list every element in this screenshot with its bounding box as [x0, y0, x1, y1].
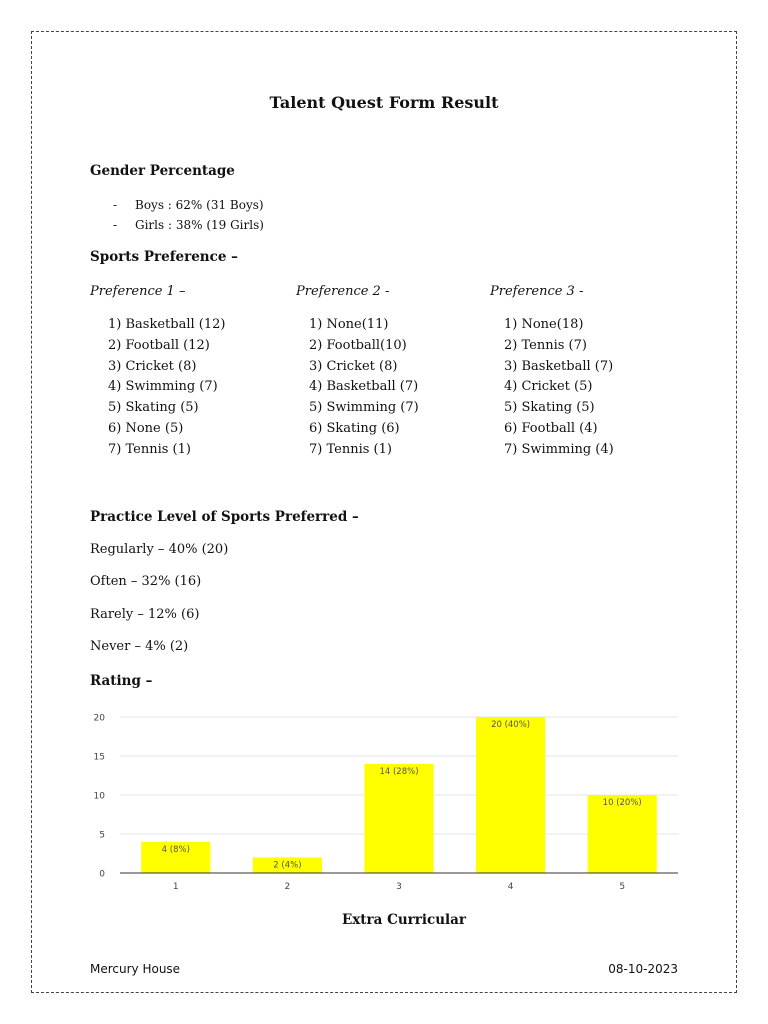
x-tick-label: 1: [172, 882, 179, 892]
list-item: 5) Skating (5): [504, 400, 595, 416]
list-item: 4) Cricket (5): [504, 379, 593, 395]
preference-2-list: [309, 315, 419, 461]
list-item: 2) Football(10): [309, 337, 407, 353]
list-item: 6) None (5): [108, 420, 184, 436]
list-item: 4) Basketball (7): [309, 379, 419, 395]
footer-date: 08-10-2023: [608, 962, 678, 976]
bar: [476, 717, 545, 873]
rating-chart: [0, 700, 768, 935]
rating-heading: Rating –: [90, 673, 153, 689]
list-item: 7) Swimming (4): [504, 441, 614, 457]
list-item: 5) Skating (5): [108, 400, 199, 416]
practice-heading: Practice Level of Sports Preferred –: [90, 509, 359, 525]
y-tick-label: 20: [93, 713, 105, 724]
list-item: 1) Basketball (12): [108, 317, 226, 332]
gender-item-girls: [113, 215, 264, 235]
preference-3-list: [504, 315, 614, 461]
gender-item-boys: [113, 195, 264, 215]
list-item: 5) Swimming (7): [309, 400, 419, 416]
preference-3-heading: Preference 3 -: [490, 284, 584, 299]
x-axis-title: Extra Curricular: [341, 912, 467, 928]
document-title: Talent Quest Form Result: [269, 93, 499, 112]
bar-data-label: 4 (8%): [161, 844, 190, 855]
y-tick-label: 0: [99, 869, 105, 880]
list-item: 7) Tennis (1): [108, 441, 191, 457]
gender-list: [113, 195, 264, 235]
practice-item-rarely: Rarely – 12% (6): [90, 607, 200, 622]
y-tick-label: 5: [99, 830, 105, 841]
list-item: 7) Tennis (1): [309, 441, 392, 457]
gender-heading: Gender Percentage: [90, 163, 235, 179]
list-item: 6) Skating (6): [309, 420, 400, 436]
bar-data-label: 20 (40%): [491, 720, 531, 730]
list-item: 2) Football (12): [108, 337, 210, 353]
gender-item-text: Boys : 62% (31 Boys): [135, 198, 264, 212]
list-item: 6) Football (4): [504, 420, 598, 436]
preference-1-heading: Preference 1 –: [90, 284, 186, 299]
sports-heading: Sports Preference –: [90, 249, 238, 265]
list-item: 3) Cricket (8): [309, 358, 398, 374]
list-item: 3) Cricket (8): [108, 358, 197, 374]
x-tick-label: 3: [396, 882, 402, 892]
practice-item-regularly: Regularly – 40% (20): [90, 542, 229, 557]
list-item: 2) Tennis (7): [504, 337, 587, 353]
y-tick-label: 10: [93, 791, 105, 802]
practice-item-often: Often – 32% (16): [90, 574, 202, 589]
bar-data-label: 10 (20%): [602, 798, 642, 808]
x-tick-label: 4: [507, 882, 514, 892]
y-tick-label: 15: [93, 752, 105, 763]
list-item: 3) Basketball (7): [504, 358, 614, 374]
bar: [364, 764, 433, 873]
gender-item-text: Girls : 38% (19 Girls): [135, 218, 264, 232]
list-item: 1) None(18): [504, 317, 584, 332]
x-tick-label: 2: [284, 882, 291, 892]
practice-item-never: Never – 4% (2): [90, 639, 189, 654]
footer-house: Mercury House: [90, 962, 181, 976]
list-item: 1) None(11): [309, 317, 389, 332]
list-item: 4) Swimming (7): [108, 379, 218, 395]
preference-1-list: [108, 315, 225, 461]
bullet: -: [113, 218, 118, 232]
x-tick-label: 5: [619, 882, 626, 892]
bullet: -: [113, 198, 118, 212]
bar-data-label: 14 (28%): [379, 766, 419, 777]
preference-2-heading: Preference 2 -: [296, 284, 390, 299]
bar-data-label: 2 (4%): [273, 860, 302, 871]
